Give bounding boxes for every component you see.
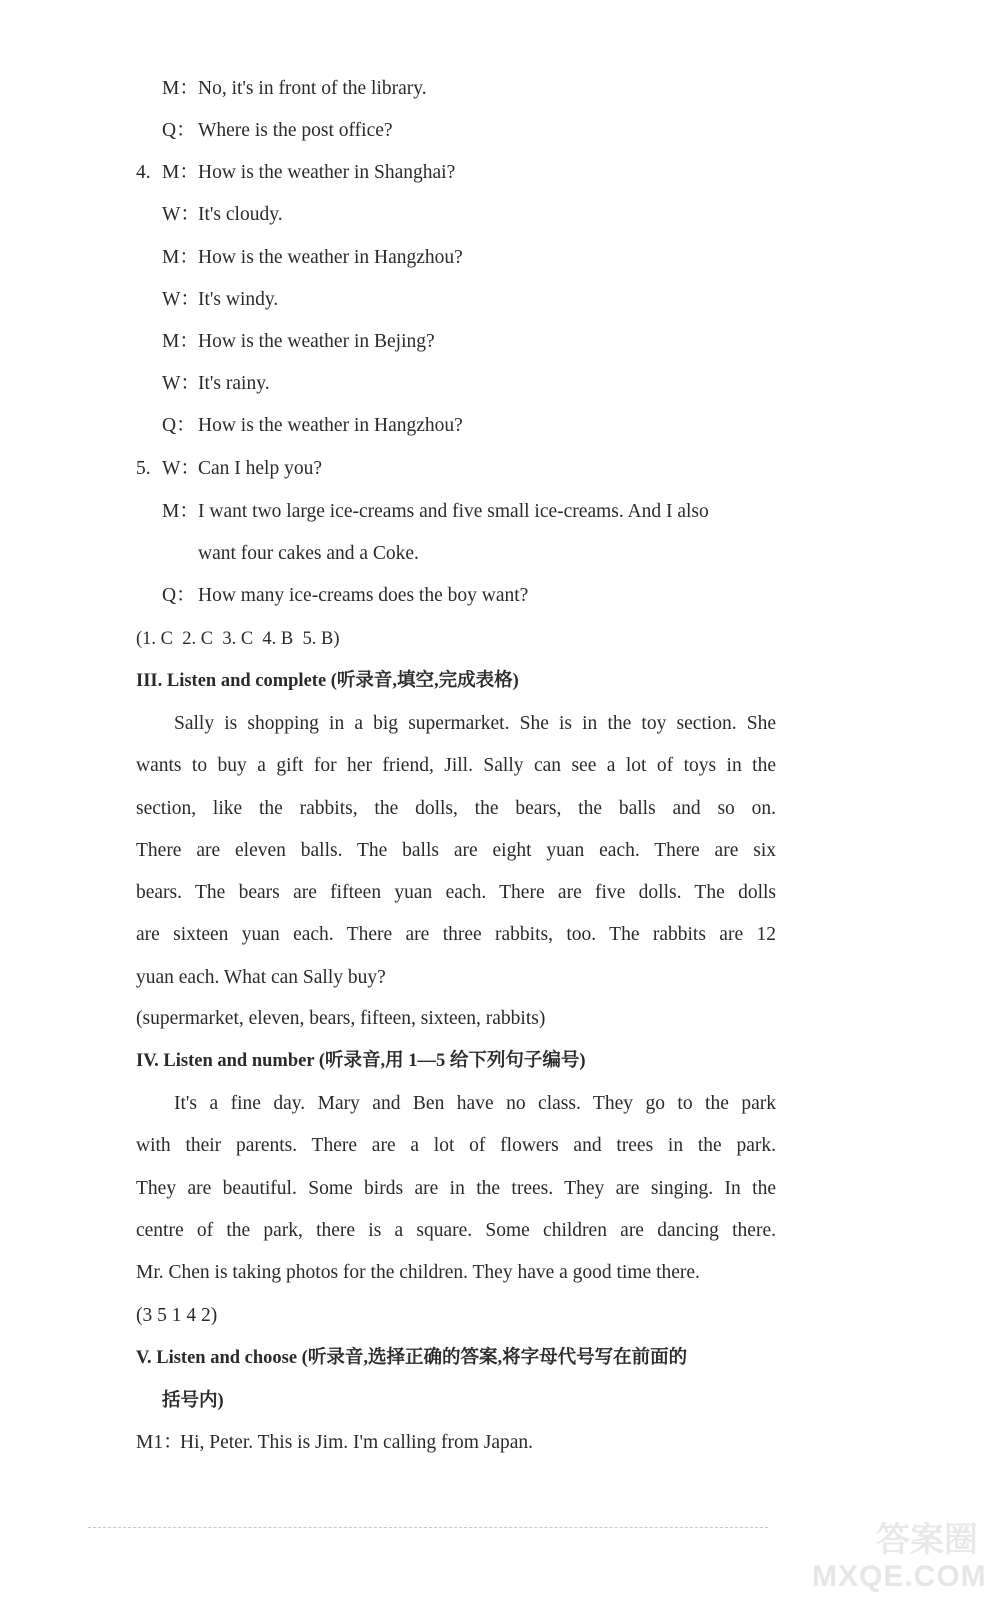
speaker-label: W： [162, 458, 200, 479]
section-iii-passage [136, 703, 776, 999]
speaker-label: W： [162, 204, 200, 225]
passage-line: bears. The bears are fifteen yuan each. There are five dolls. The dolls [136, 882, 776, 904]
speaker-label: Q： [162, 585, 196, 606]
footer-rule [88, 1527, 768, 1528]
passage-line: Mr. Chen is taking photos for the children. They have a good time there. [136, 1262, 700, 1284]
answer-key [136, 626, 340, 652]
dialogue-text: want four cakes and a Coke. [198, 543, 419, 564]
passage-line: There are eleven balls. The balls are eight yuan each. There are six [136, 839, 776, 861]
dialogue-line [136, 456, 322, 482]
dialogue-text: How is the weather in Hangzhou? [198, 415, 463, 436]
passage-line: Sally is shopping in a big supermarket. She is in the toy section. She [174, 713, 776, 734]
dialogue-line [162, 76, 427, 102]
dialogue-line [162, 499, 709, 525]
dialogue-text: No, it's in front of the library. [198, 78, 427, 99]
watermark-site: MXQE.COM [812, 1560, 987, 1593]
speaker-label: M： [162, 162, 199, 183]
answer-text: (1. C 2. C 3. C 4. B 5. B) [136, 629, 340, 649]
passage-line: centre of the park, there is a square. Some children are dancing there. [136, 1219, 776, 1241]
section-iii-answer: (supermarket, eleven, bears, fifteen, sixteen, rabbits) [136, 1008, 546, 1029]
passage-line: yuan each. What can Sally buy? [136, 966, 386, 988]
passage-line: wants to buy a gift for her friend, Jill. Sally can see a lot of toys in the [136, 755, 776, 777]
dialogue-line [162, 329, 435, 355]
speaker-label: Q： [162, 120, 196, 141]
speaker-label: W： [162, 289, 200, 310]
speaker-label: Q： [162, 415, 196, 436]
dialogue-text: It's windy. [198, 289, 279, 310]
dialogue-line [136, 160, 455, 186]
dialogue-text: Hi, Peter. This is Jim. I'm calling from Japan. [180, 1432, 534, 1453]
dialogue-text: It's rainy. [198, 373, 270, 394]
dialogue-text: How many ice-creams does the boy want? [198, 585, 529, 606]
speaker-label: M： [162, 331, 199, 352]
section-iv-passage [136, 1083, 776, 1294]
speaker-label: M： [162, 501, 199, 522]
section-heading-iv: IV. Listen and number (听录音,用 1—5 给下列句子编号) [136, 1051, 586, 1071]
dialogue-text: How is the weather in Hangzhou? [198, 247, 463, 268]
passage-line: They are beautiful. Some birds are in the trees. They are singing. In the [136, 1177, 776, 1199]
dialogue-line [162, 583, 528, 609]
section-heading-v: V. Listen and choose (听录音,选择正确的答案,将字母代号写在前面的 [136, 1348, 688, 1368]
passage-line: are sixteen yuan each. There are three rabbits, too. The rabbits are 12 [136, 924, 776, 946]
dialogue-line [162, 245, 463, 271]
passage-line: with their parents. There are a lot of flowers and trees in the park. [136, 1135, 776, 1157]
dialogue-text: I want two large ice-creams and five small ice-creams. And I also [198, 501, 709, 522]
dialogue-line [162, 287, 278, 313]
dialogue-text: Can I help you? [198, 458, 323, 479]
speaker-label: M： [162, 78, 199, 99]
dialogue-text: It's cloudy. [198, 204, 283, 225]
watermark [812, 1512, 987, 1594]
dialogue-line [136, 1430, 533, 1456]
passage-line: It's a fine day. Mary and Ben have no class. They go to the park [174, 1093, 776, 1114]
dialogue-text: How is the weather in Bejing? [198, 331, 435, 352]
dialogue-text: Where is the post office? [198, 120, 393, 141]
dialogue-line-continued [198, 541, 419, 567]
speaker-label: M： [162, 247, 199, 268]
section-heading-v-continued: 括号内) [162, 1391, 224, 1411]
question-number: 5. [136, 458, 151, 479]
dialogue-line [162, 118, 393, 144]
dialogue-line [162, 202, 283, 228]
speaker-label: W： [162, 373, 200, 394]
question-number: 4. [136, 162, 151, 183]
section-iv-answer: (3 5 1 4 2) [136, 1305, 218, 1326]
speaker-label: M1： [136, 1432, 183, 1453]
passage-line: section, like the rabbits, the dolls, the bears, the balls and so on. [136, 797, 776, 819]
dialogue-line [162, 413, 463, 439]
dialogue-line [162, 371, 270, 397]
section-heading-iii: III. Listen and complete (听录音,填空,完成表格) [136, 671, 519, 691]
watermark-logo: 答案圈 [876, 1520, 978, 1560]
dialogue-text: How is the weather in Shanghai? [198, 162, 456, 183]
